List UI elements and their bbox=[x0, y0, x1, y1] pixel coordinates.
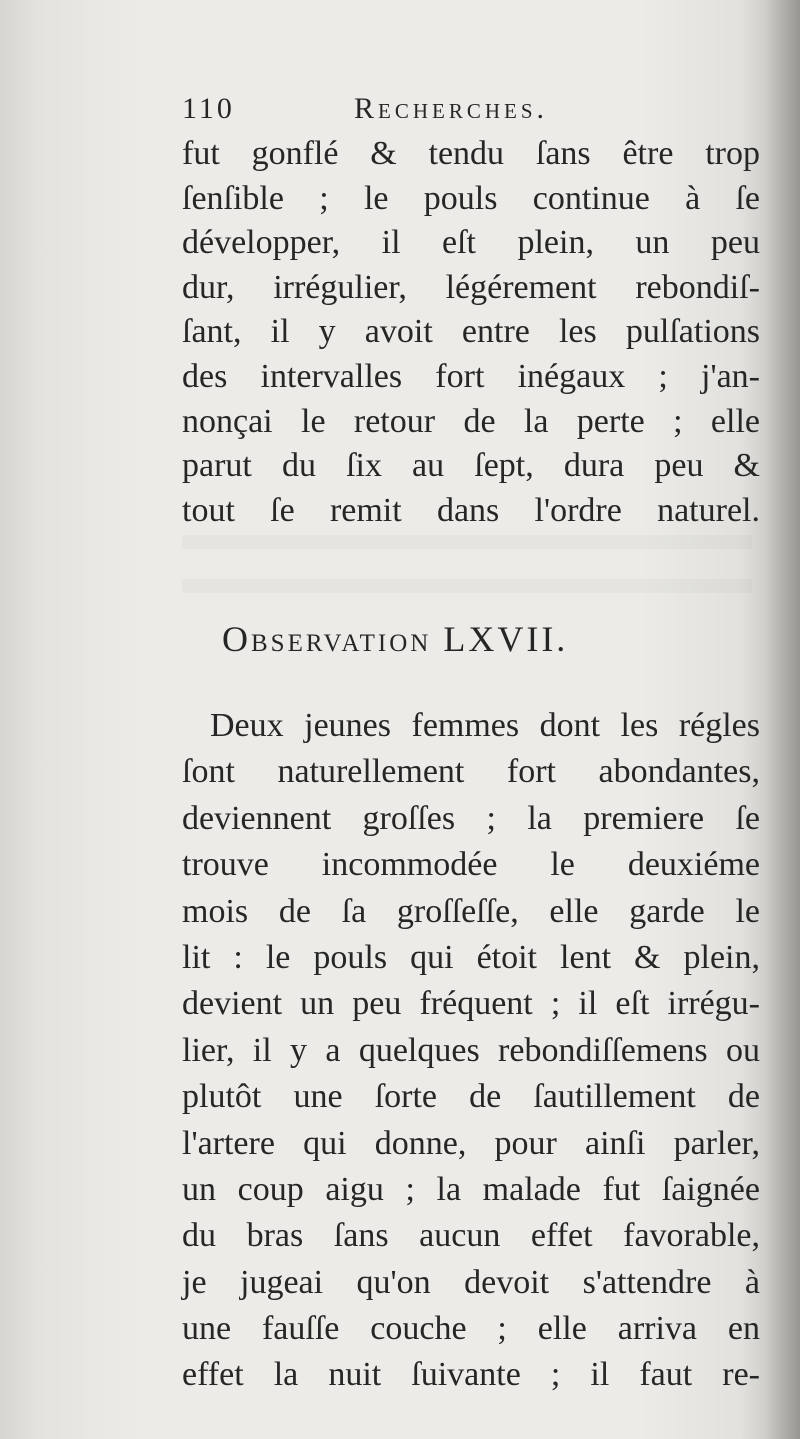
text-line: fut gonflé & tendu ſans être trop bbox=[182, 135, 760, 172]
text-line: ſont naturellement fort abondantes, bbox=[182, 753, 760, 791]
text-line: lier, il y a quelques rebondiſſemens ou bbox=[182, 1031, 760, 1069]
text-line: trouve incommodée le deuxiéme bbox=[182, 846, 760, 884]
text-line: du bras ſans aucun effet favorable, bbox=[182, 1217, 760, 1255]
text-line: ſenſible ; le pouls continue à ſe bbox=[182, 179, 760, 217]
text-line: un coup aigu ; la malade fut ſaignée bbox=[182, 1170, 760, 1208]
page-number: 110 bbox=[182, 92, 235, 125]
text-line: tout ſe remit dans l'ordre naturel. bbox=[182, 491, 760, 529]
spine-shadow bbox=[764, 0, 800, 1439]
text-line: devient un peu fréquent ; il eſt irrégu- bbox=[182, 985, 760, 1023]
text-line: plutôt une ſorte de ſautillement de bbox=[182, 1078, 760, 1116]
text-line: des intervalles fort inégaux ; j'an- bbox=[182, 357, 760, 395]
text-line: ſant, il y avoit entre les pulſations bbox=[182, 313, 760, 351]
text-line: deviennent groſſes ; la premiere ſe bbox=[182, 799, 760, 837]
observation-heading: Observation LXVII. bbox=[222, 619, 569, 659]
text-line: mois de ſa groſſeſſe, elle garde le bbox=[182, 892, 760, 930]
text-line: parut du ſix au ſept, dura peu & bbox=[182, 447, 760, 485]
running-title: Recherches. bbox=[354, 92, 549, 125]
text-line: Deux jeunes femmes dont les régles bbox=[210, 707, 760, 744]
text-line: développer, il eſt plein, un peu bbox=[182, 224, 760, 262]
text-line: effet la nuit ſuivante ; il faut re- bbox=[182, 1356, 760, 1394]
text-line: je jugeai qu'on devoit s'attendre à bbox=[182, 1263, 760, 1301]
text-line: lit : le pouls qui étoit lent & plein, bbox=[182, 938, 760, 976]
text-line: une fauſſe couche ; elle arriva en bbox=[182, 1310, 760, 1348]
text-line: nonçai le retour de la perte ; elle bbox=[182, 402, 760, 440]
paragraph-2 bbox=[182, 703, 760, 1399]
paragraph-1 bbox=[182, 132, 760, 533]
show-through-text bbox=[182, 535, 752, 615]
text-line: dur, irrégulier, légérement rebondiſ- bbox=[182, 268, 760, 306]
running-head bbox=[182, 92, 652, 132]
text-line: l'artere qui donne, pour ainſi parler, bbox=[182, 1124, 760, 1162]
